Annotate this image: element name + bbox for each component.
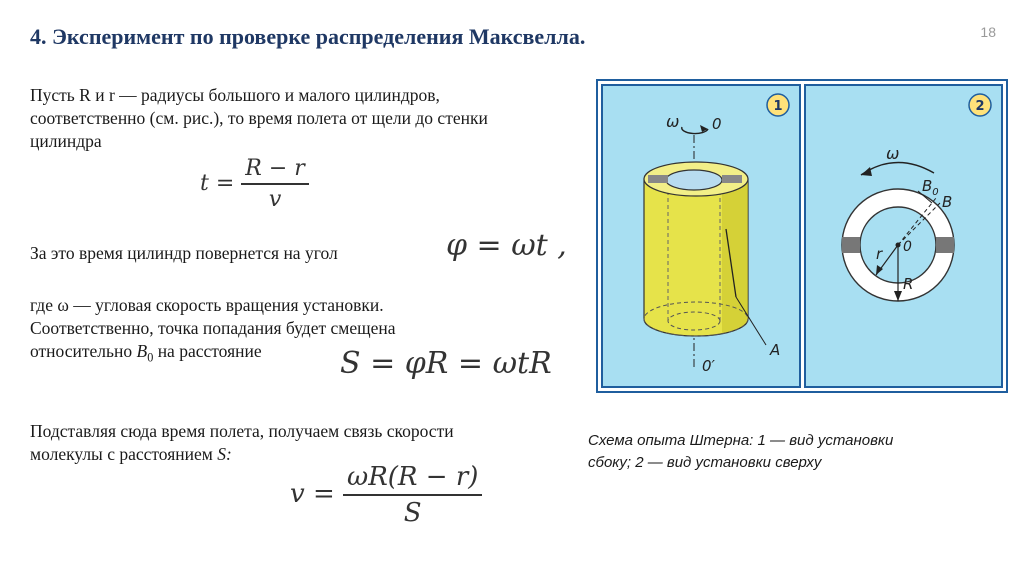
axis-bottom-label: 0′ (702, 357, 715, 375)
label-R: R (903, 275, 914, 293)
badge-panel-2 (969, 94, 991, 116)
slit-left (842, 237, 860, 253)
fraction (343, 462, 482, 528)
slide-title: 4. Эксперимент по проверке распределения Максвелла. (30, 24, 586, 49)
omega-label: ω (886, 144, 900, 163)
formula-lhs: v = (290, 479, 335, 509)
text-line: Соответственно, точка попадания будет смещена (30, 318, 396, 338)
slit-left (648, 175, 668, 183)
symbol-S: S: (217, 444, 232, 464)
fraction-denominator: v (268, 187, 282, 212)
badge-label: 2 (975, 99, 985, 114)
label-B: B (942, 193, 953, 211)
formula-distance: S = φR = ωtR (340, 346, 552, 381)
label-center: 0 (903, 239, 912, 255)
text-line: соответственно (см. рис.), то время полета от щели до стенки (30, 108, 488, 128)
text-span: на расстояние (153, 341, 262, 361)
formula-velocity (290, 462, 482, 528)
axis-top-label: 0 (712, 115, 722, 133)
omega-label: ω (666, 112, 680, 131)
text-span: молекулы с расстоянием (30, 444, 218, 464)
text-line: Пусть R и r — радиусы большого и малого цилиндров, (30, 85, 440, 105)
paragraph-velocity (30, 420, 590, 466)
text-span: относительно (30, 341, 137, 361)
badge-label: 1 (773, 99, 783, 114)
inner-cylinder-top (666, 170, 722, 190)
page-number: 18 (980, 24, 996, 40)
text-line: цилиндра (30, 131, 102, 151)
paragraph-angle: За это время цилиндр повернется на угол (30, 243, 338, 263)
stern-experiment-figure (596, 79, 1008, 393)
symbol-subscript: 0 (147, 350, 154, 365)
caption-line: сбоку; 2 — вид установки сверху (588, 454, 822, 471)
slit-right (722, 175, 742, 183)
label-B0-letter: B (922, 177, 933, 195)
label-B0-sub: 0 (932, 187, 939, 198)
fraction-numerator: ωR(R − r) (343, 462, 482, 496)
formula-time (200, 156, 309, 212)
paragraph-radii (30, 84, 590, 153)
text-line: Подставляя сюда время полета, получаем связь скорости (30, 421, 454, 441)
center-point (896, 243, 901, 248)
formula-angle: φ = ωt , (446, 228, 567, 263)
fraction-denominator: S (403, 498, 422, 528)
figure-caption (588, 430, 1008, 474)
caption-line: Схема опыта Штерна: 1 — вид установки (588, 432, 894, 449)
slit-right (936, 237, 954, 253)
symbol-B: B (136, 341, 148, 361)
badge-panel-1 (767, 94, 789, 116)
fraction (241, 156, 309, 212)
text-line: где ω — угловая скорость вращения установки. (30, 295, 384, 315)
fraction-numerator: R − r (241, 156, 309, 185)
label-r: r (876, 245, 883, 263)
formula-lhs: t = (200, 171, 235, 196)
label-A: A (770, 341, 781, 359)
